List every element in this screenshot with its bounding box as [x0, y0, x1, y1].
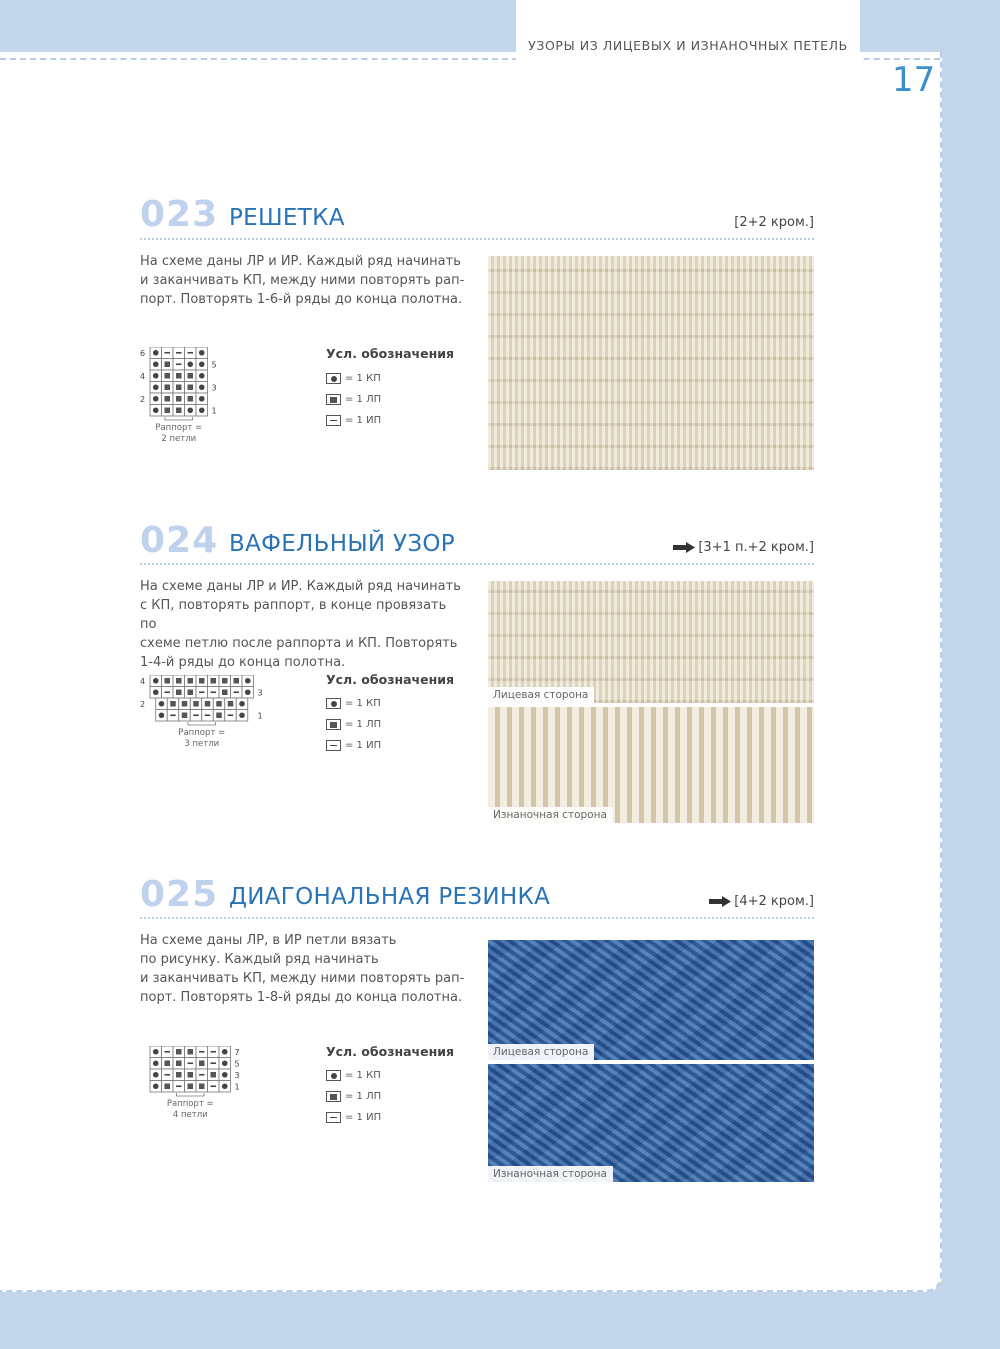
stitch-chart — [140, 347, 240, 457]
knit-mark — [216, 713, 222, 719]
description-line: На схеме даны ЛР, в ИР петли вязать — [140, 933, 397, 948]
photo-caption: Изнаночная сторона — [488, 1166, 613, 1182]
rapport-label: 2 петли — [161, 434, 197, 444]
stitch-count — [673, 540, 814, 555]
edge-stitch-mark — [187, 361, 193, 367]
row-number-left: 6 — [140, 349, 146, 358]
row-number-right: 1 — [211, 406, 217, 416]
knit-mark — [165, 678, 171, 684]
legend-item — [326, 1091, 381, 1102]
edge-stitch-mark — [199, 350, 205, 356]
purl-mark — [211, 1062, 217, 1064]
edge-stitch-mark — [222, 1083, 228, 1089]
purl-mark — [165, 1074, 171, 1076]
knit-mark — [188, 678, 194, 684]
legend-item — [326, 698, 381, 709]
knit-mark — [176, 1061, 182, 1067]
knit-mark — [176, 690, 182, 696]
purl-mark — [165, 691, 171, 693]
legend-item — [326, 394, 381, 405]
stitch-count-text: [4+2 кром.] — [734, 894, 814, 909]
description-line: На схеме даны ЛР и ИР. Каждый ряд начинать — [140, 579, 461, 594]
knit-mark — [176, 1072, 182, 1078]
knit-mark — [182, 713, 188, 719]
description-line: схеме петлю после раппорта и КП. Повторять — [140, 636, 458, 651]
chart-grid — [140, 347, 240, 457]
purl-mark — [165, 352, 171, 354]
edge-stitch-mark — [153, 407, 159, 413]
knit-mark — [182, 701, 188, 707]
legend-item — [326, 1112, 381, 1123]
description-line: На схеме даны ЛР и ИР. Каждый ряд начинать — [140, 254, 461, 269]
row-number-left: 2 — [140, 395, 146, 404]
purl-mark — [188, 1062, 194, 1064]
knit-mark — [176, 373, 182, 379]
knit-mark — [228, 701, 234, 707]
knit-mark — [188, 396, 194, 402]
row-number-right: 1 — [234, 1082, 240, 1092]
legend-item — [326, 1070, 381, 1081]
edge-stitch-mark — [153, 1083, 159, 1089]
edge-stitch-mark — [222, 1060, 228, 1066]
knit-mark — [234, 678, 240, 684]
purl-mark — [165, 1051, 171, 1053]
legend-item — [326, 373, 381, 384]
knit-mark — [188, 385, 194, 391]
legend-label: = 1 ИП — [345, 415, 382, 426]
knit-mark — [176, 396, 182, 402]
legend-label: = 1 КП — [345, 1070, 381, 1081]
knit-mark — [176, 1049, 182, 1055]
description-line: и заканчивать КП, между ними повторять рап- — [140, 273, 465, 288]
row-number-left: 4 — [140, 372, 146, 381]
row-number-right: 1 — [257, 711, 263, 721]
swatch-photo-front — [488, 940, 814, 1060]
row-number-right: 3 — [234, 1071, 240, 1080]
legend-label: = 1 КП — [345, 698, 381, 709]
stitch-count — [734, 215, 814, 230]
edge-stitch-mark — [153, 373, 159, 379]
section-description — [140, 577, 465, 672]
legend-title: Усл. обозначения — [326, 346, 455, 361]
knit-mark — [176, 385, 182, 391]
knit-mark — [188, 1049, 194, 1055]
section-number: 024 — [140, 520, 219, 561]
knit-mark — [199, 678, 205, 684]
purl-mark — [234, 691, 240, 693]
section-number: 025 — [140, 874, 219, 915]
legend-label: = 1 ЛП — [345, 719, 382, 730]
rapport-label: Раппорт = — [178, 728, 226, 738]
edge-stitch-mark — [153, 350, 159, 356]
legend-label: = 1 КП — [345, 373, 381, 384]
page-number: 17 — [892, 60, 936, 100]
purl-mark — [211, 1051, 217, 1053]
knit-mark — [199, 1061, 205, 1067]
row-number-left: 4 — [140, 677, 146, 686]
knit-mark — [165, 1084, 171, 1090]
description-line: по рисунку. Каждый ряд начинать — [140, 952, 379, 967]
edge-stitch-mark — [153, 1060, 159, 1066]
description-line: и заканчивать КП, между ними повторять рап- — [140, 971, 465, 986]
knit-mark — [211, 678, 217, 684]
edge-stitch-mark — [199, 407, 205, 413]
row-number-right: 7 — [234, 1048, 240, 1057]
knit-mark — [222, 678, 228, 684]
legend-label: = 1 ИП — [345, 1112, 382, 1123]
rapport-label: Раппорт = — [155, 423, 203, 433]
knit-mark — [170, 701, 176, 707]
purl-mark — [228, 714, 234, 716]
edge-stitch-mark — [187, 407, 193, 413]
edge-stitch-mark — [159, 701, 165, 707]
knit-stitch-symbol-icon — [326, 719, 341, 730]
legend-item — [326, 415, 381, 426]
rapport-label: Раппорт = — [166, 1099, 214, 1109]
rapport-label: 3 петли — [184, 739, 220, 749]
stitch-count — [709, 894, 814, 909]
legend-item — [326, 719, 381, 730]
purl-mark — [199, 1074, 205, 1076]
legend-label: = 1 ЛП — [345, 394, 382, 405]
photo-caption: Изнаночная сторона — [488, 807, 613, 823]
purl-mark — [188, 352, 194, 354]
description-line: с КП, повторять раппорт, в конце провязать по — [140, 598, 447, 632]
photo-caption: Лицевая сторона — [488, 687, 594, 703]
edge-stitch-mark — [239, 712, 245, 718]
swatch-photo-back — [488, 707, 814, 823]
purl-mark — [211, 691, 217, 693]
legend-title: Усл. обозначения — [326, 1044, 455, 1059]
chart-grid — [140, 675, 270, 765]
knit-mark — [165, 385, 171, 391]
stitch-count-text: [2+2 кром.] — [734, 215, 814, 230]
description-line: порт. Повторять 1-8-й ряды до конца полотна. — [140, 990, 463, 1005]
purl-mark — [170, 714, 176, 716]
arrow-icon — [709, 896, 731, 907]
legend-label: = 1 ИП — [345, 740, 382, 751]
purl-stitch-symbol-icon — [326, 740, 341, 751]
purl-mark — [193, 714, 199, 716]
knit-mark — [165, 362, 171, 368]
rapport-bracket — [188, 722, 216, 725]
knit-mark — [176, 408, 182, 414]
swatch-photo-front — [488, 581, 814, 703]
knit-mark — [176, 678, 182, 684]
section-divider — [140, 563, 814, 565]
edge-stitch-mark — [153, 361, 159, 367]
knit-mark — [222, 690, 228, 696]
arrow-icon — [673, 542, 695, 553]
edge-stitch-mark — [153, 678, 159, 684]
row-number-right: 3 — [211, 383, 217, 393]
knit-mark — [211, 1072, 217, 1078]
edge-stitch-mark — [153, 1072, 159, 1078]
knit-mark — [165, 1061, 171, 1067]
legend-item — [326, 740, 381, 751]
edge-stitch-mark — [245, 689, 251, 695]
edge-stitch-mark — [159, 712, 165, 718]
knit-mark — [205, 701, 211, 707]
row-number-right: 5 — [211, 360, 217, 370]
photo-caption: Лицевая сторона — [488, 1044, 594, 1060]
stitch-chart — [140, 1046, 250, 1126]
purl-mark — [176, 352, 182, 354]
section-title: ДИАГОНАЛЬНАЯ РЕЗИНКА — [229, 884, 551, 910]
swatch-photo — [488, 256, 814, 470]
edge-stitch-mark — [199, 373, 205, 379]
knit-mark — [216, 701, 222, 707]
purl-stitch-symbol-icon — [326, 415, 341, 426]
edge-stitch-mark — [199, 384, 205, 390]
knit-mark — [188, 690, 194, 696]
knit-mark — [188, 1072, 194, 1078]
swatch-photo-back — [488, 1064, 814, 1182]
knit-mark — [165, 408, 171, 414]
row-number-left: 2 — [140, 700, 146, 709]
stitch-chart — [140, 675, 270, 765]
section-title: ВАФЕЛЬНЫЙ УЗОР — [229, 531, 455, 557]
section-description — [140, 252, 465, 309]
row-number-right: 5 — [234, 1059, 240, 1069]
edge-stitch-mark — [199, 361, 205, 367]
knit-mark — [188, 373, 194, 379]
legend-label: = 1 ЛП — [345, 1091, 382, 1102]
purl-edge-symbol-icon — [326, 1070, 341, 1081]
section-title: РЕШЕТКА — [229, 205, 345, 231]
knit-mark — [188, 1084, 194, 1090]
purl-stitch-symbol-icon — [326, 1112, 341, 1123]
section-number: 023 — [140, 194, 219, 235]
edge-stitch-mark — [222, 1049, 228, 1055]
knit-mark — [165, 373, 171, 379]
section-divider — [140, 238, 814, 240]
knit-stitch-symbol-icon — [326, 1091, 341, 1102]
description-line: 1-4-й ряды до конца полотна. — [140, 655, 346, 670]
edge-stitch-mark — [153, 689, 159, 695]
edge-stitch-mark — [222, 1072, 228, 1078]
knit-mark — [193, 701, 199, 707]
edge-stitch-mark — [153, 384, 159, 390]
knit-stitch-symbol-icon — [326, 394, 341, 405]
legend-title: Усл. обозначения — [326, 672, 455, 687]
section-description — [140, 931, 465, 1007]
edge-stitch-mark — [245, 678, 251, 684]
knit-mark — [165, 396, 171, 402]
chart-grid — [140, 1046, 250, 1126]
edge-stitch-mark — [199, 396, 205, 402]
description-line: порт. Повторять 1-6-й ряды до конца полотна. — [140, 292, 463, 307]
edge-stitch-mark — [153, 396, 159, 402]
purl-mark — [199, 691, 205, 693]
knit-mark — [199, 1084, 205, 1090]
purl-mark — [176, 1085, 182, 1087]
rapport-label: 4 петли — [172, 1110, 208, 1120]
rapport-bracket — [165, 417, 193, 420]
rapport-bracket — [176, 1093, 204, 1096]
purl-mark — [205, 714, 211, 716]
purl-edge-symbol-icon — [326, 698, 341, 709]
row-number-right: 3 — [257, 688, 263, 698]
purl-mark — [199, 1051, 205, 1053]
purl-mark — [211, 1085, 217, 1087]
purl-mark — [176, 363, 182, 365]
running-title: УЗОРЫ ИЗ ЛИЦЕВЫХ И ИЗНАНОЧНЫХ ПЕТЕЛЬ — [528, 38, 848, 53]
edge-stitch-mark — [153, 1049, 159, 1055]
section-divider — [140, 917, 814, 919]
edge-stitch-mark — [239, 701, 245, 707]
stitch-count-text: [3+1 п.+2 кром.] — [698, 540, 814, 555]
purl-edge-symbol-icon — [326, 373, 341, 384]
